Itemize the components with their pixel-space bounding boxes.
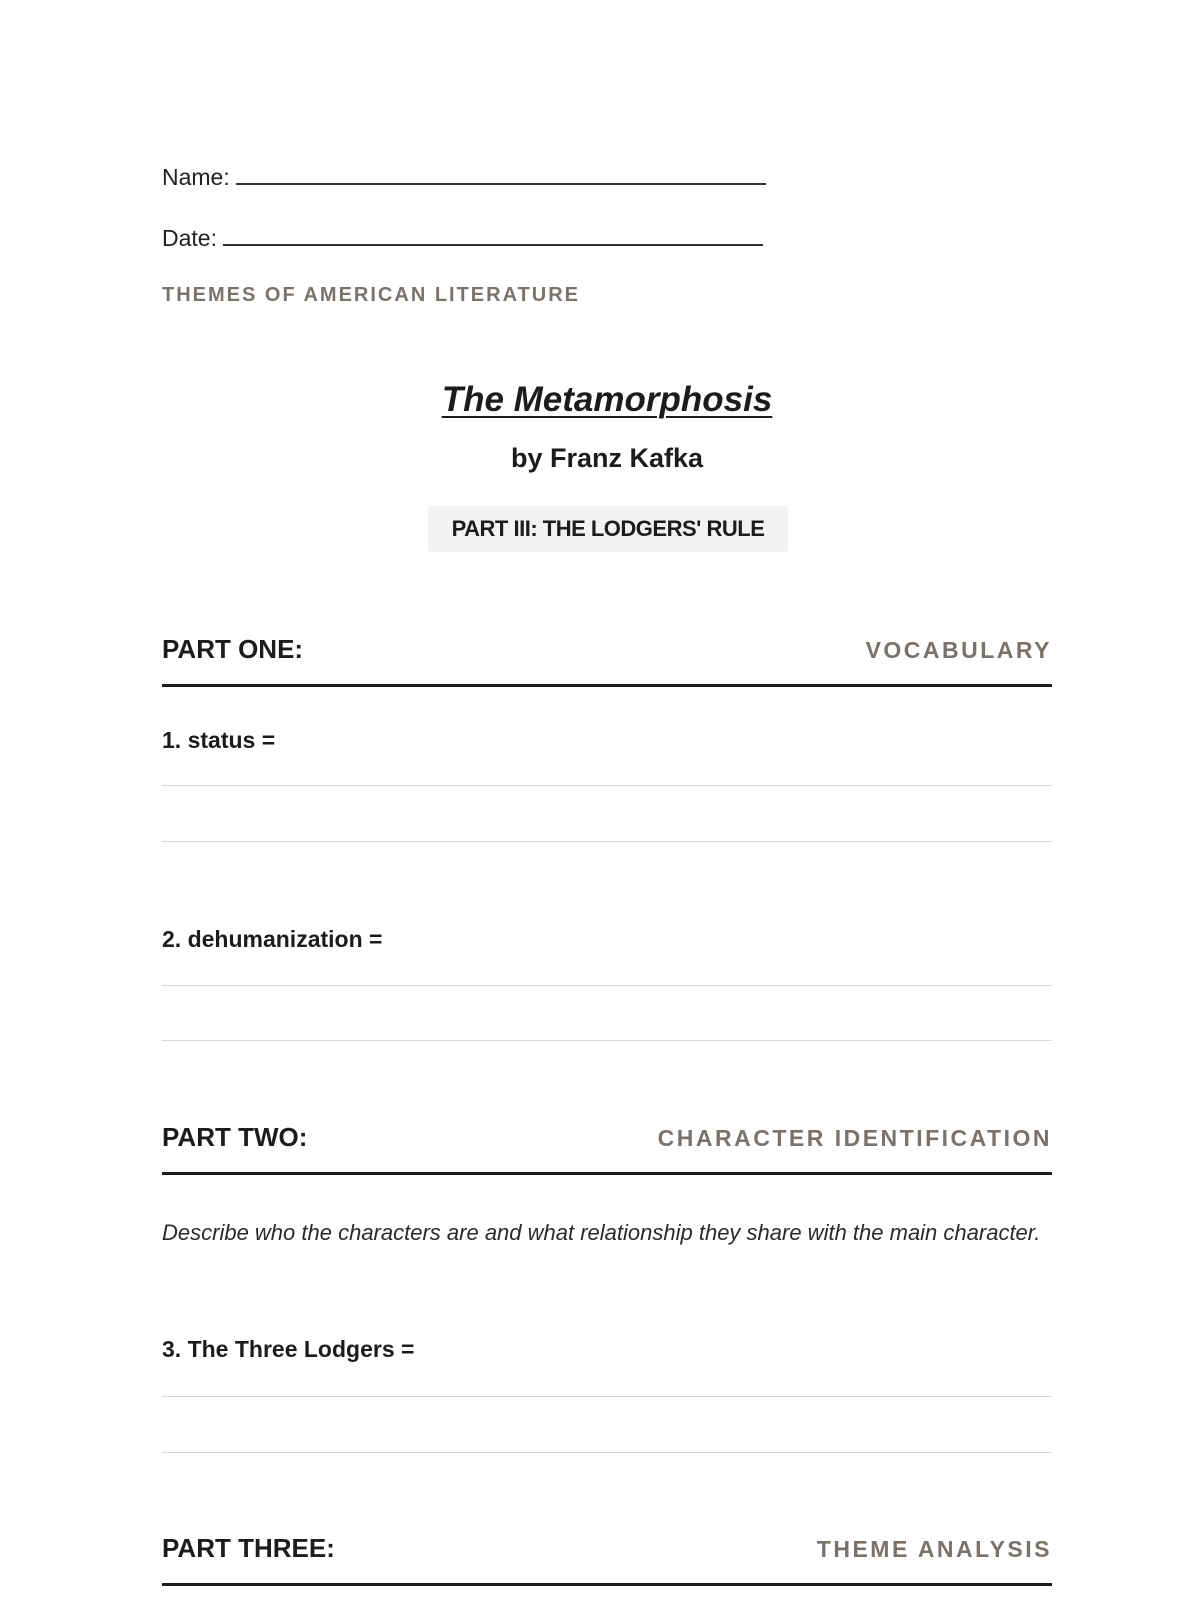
answer-line[interactable] (162, 1040, 1052, 1041)
section-label: PART THREE: (162, 1533, 335, 1563)
course-title: THEMES OF AMERICAN LITERATURE (162, 284, 580, 306)
answer-line[interactable] (162, 1396, 1052, 1397)
answer-line[interactable] (162, 785, 1052, 786)
section-label: PART ONE: (162, 634, 304, 664)
part-badge: PART III: THE LODGERS' RULE (428, 506, 788, 552)
book-author: by Franz Kafka (510, 443, 704, 473)
answer-line[interactable] (162, 985, 1052, 986)
answer-line[interactable] (162, 1452, 1052, 1453)
book-title: The Metamorphosis (441, 380, 773, 419)
section-topic: THEME ANALYSIS (816, 1536, 1052, 1562)
name-label: Name: (162, 164, 230, 190)
section-header-part-three (162, 1533, 1052, 1586)
section-topic: VOCABULARY (865, 637, 1052, 663)
section-header-part-two (162, 1122, 1052, 1175)
name-field[interactable] (162, 164, 766, 191)
question-three-lodgers: 3. The Three Lodgers = (162, 1336, 415, 1362)
date-blank-line[interactable] (223, 226, 763, 246)
section-instructions: Describe who the characters are and what relationship they share with the main character. (162, 1220, 1041, 1245)
date-label: Date: (162, 225, 217, 251)
section-topic: CHARACTER IDENTIFICATION (657, 1125, 1052, 1151)
name-blank-line[interactable] (236, 165, 766, 185)
section-header-part-one (162, 634, 1052, 687)
question-dehumanization: 2. dehumanization = (162, 926, 383, 952)
date-field[interactable] (162, 225, 763, 252)
section-label: PART TWO: (162, 1122, 308, 1152)
answer-line[interactable] (162, 841, 1052, 842)
question-status: 1. status = (162, 727, 276, 753)
